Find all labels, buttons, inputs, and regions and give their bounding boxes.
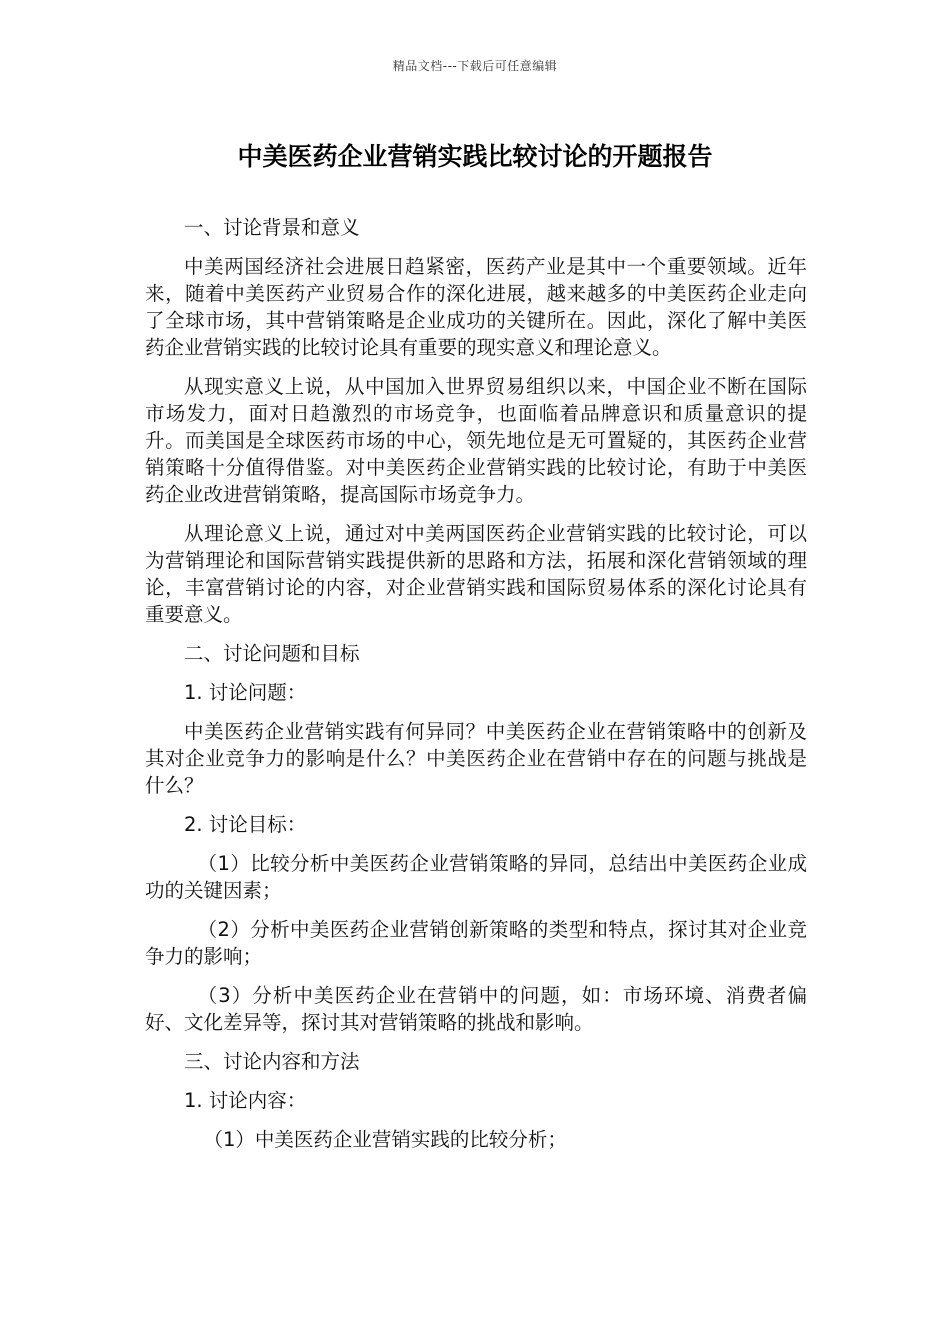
subheading-questions: 1. 讨论问题： [184,681,307,704]
section-heading-background: 一、讨论背景和意义 [184,216,360,239]
document-title: 中美医药企业营销实践比较讨论的开题报告 [237,142,713,171]
paragraph-background: 中美两国经济社会进展日趋紧密，医药产业是其中一个重要领域。近年来，随着中美医药产业贸易合作的深化进展，越来越多的中美医药企业走向了全球市场，其中营销策略是企业成功的关键所在。因此，深化了解中美医药企业营销实践的比较讨论具有重要的现实意义和理论意义。 [145,255,807,359]
paragraph-practical-significance: 从现实意义上说，从中国加入世界贸易组织以来，中国企业不断在国际市场发力，面对日趋激烈的市场竞争，也面临着品牌意识和质量意识的提升。而美国是全球医药市场的中心，领先地位是无可置疑的，其医药企业营销策略十分值得借鉴。对中美医药企业营销实践的比较讨论，有助于中美医药企业改进营销策略，提高国际市场竞争力。 [145,375,807,506]
paragraph-theoretical-significance: 从理论意义上说，通过对中美两国医药企业营销实践的比较讨论，可以为营销理论和国际营销实践提供新的思路和方法，拓展和深化营销领域的理论，丰富营销讨论的内容，对企业营销实践和国际贸易体系的深化讨论具有重要意义。 [145,522,807,626]
goal-item-2: （2）分析中美医药企业营销创新策略的类型和特点，探讨其对企业竞争力的影响； [145,918,807,968]
section-heading-content-methods: 三、讨论内容和方法 [184,1050,360,1073]
goal-item-1: （1）比较分析中美医药企业营销策略的异同，总结出中美医药企业成功的关键因素； [145,852,807,902]
section-heading-questions-goals: 二、讨论问题和目标 [184,642,360,665]
subheading-content: 1. 讨论内容： [184,1089,307,1112]
header-note: 精品文档---下载后可任意编辑 [392,59,558,73]
subheading-goals: 2. 讨论目标： [184,813,307,836]
document-body [145,214,807,1165]
goal-item-3: （3）分析中美医药企业在营销中的问题，如：市场环境、消费者偏好、文化差异等，探讨其对营销策略的挑战和影响。 [145,984,807,1034]
paragraph-questions: 中美医药企业营销实践有何异同？中美医药企业在营销策略中的创新及其对企业竞争力的影响是什么？中美医药企业在营销中存在的问题与挑战是什么？ [145,720,807,797]
content-item-1: （1）中美医药企业营销实践的比较分析； [203,1128,567,1151]
